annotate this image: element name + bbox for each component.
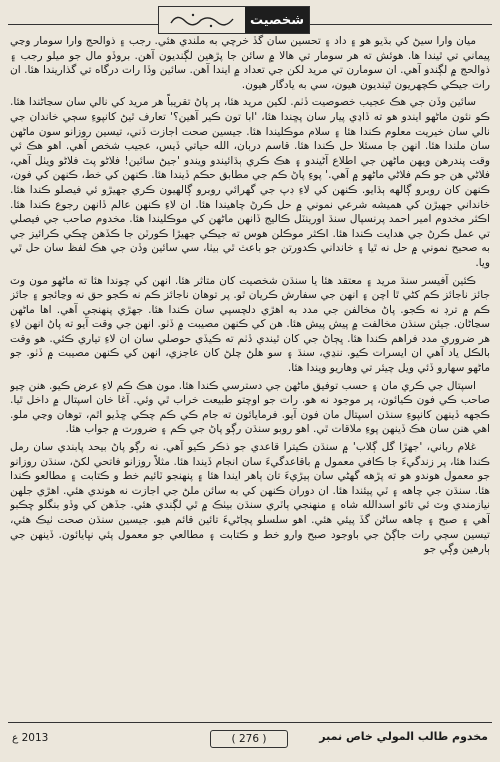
page-header — [0, 0, 500, 32]
paragraph: سائين وڏن جي هڪ عجيب خصوصيت ڏٺم. لکين مريد هئا، پر پاڻ تقريباً هر مريد کي نالي سان سڃاڻندا هئا. ڪو نئون ماڻهو ايندو هو ته ڏاڍي پيار سان پڇندا هئا، 'ابا تون ڪير آهين؟' تعارف ٿيڻ کانپوءِ سڄي خاندان جي نالي سان خيريت معلوم ڪندا هئا ۽ سلام موڪليندا هئا. جيسين صحت اجازت ڏني، تيسين روزانو سون ماڻهن سان ملندا هئا. انهن جا مسئلا حل ڪندا هئا. قاسم دربان، الله حياتي ڏيس، عجيب شخص آهي. اهو هڪ ئي وقت پندرهن ويهن ماڻهن جي اطلاع آڻيندو ۽ هڪ ڪري ٻڌائيندو ويندو 'جيڻ سائين! فلاڻو پٽ فلاڻو ويٺل آهي، فلاڻي هن جو ڪم فلاڻي ماڻهو ۾ آهي.' پوءِ پاڻ ڪم جي مطابق حڪم ڏيندا هئا. ڪنهن کي خط، ڪنهن کي فون، ڪنهن کان روبرو ڳالهه ٻڌايو. ڪنهن کي لاءِ ڊپ جي گهرائي روبرو ڳالهيون ڪري جهيڙو ئي فيصلو ڪندا هئا. خانداني جهيڙن کي هميشه شرعي نموني ۾ حل ڪرڻ چاهيندا هئا. ان لاءِ ڪنهن عالم ڏانهن رجوع ڪندا هئا. اڪثر مخدوم امير احمد پرنسپال سنڌ اورينٽل ڪاليج ڏانهن ماڻهن کي موڪليندا هئا. مخدوم صاحب جي فيصلي تي عمل ڪرڻ جي هدايت ڪندا هئا. اڪثر موڪلن هوس ته جيڪي جهيڙا ڪورٽن جا ڪڏهن ڇڪي ڪرائيز جي به صحيح نموني ۾ حل نه ٿيا ۽ خانداني ڪدورتن جو باعث ٿي بيٺا، سي سائين وڏن جي هڪ لفظ سان حل ٿي ويا. — [10, 96, 490, 269]
paragraph: اسپتال جي ڪري مان ۽ حسب توفيق ماڻهن جي دسترسي ڪندا هئا. مون هڪ ڪم لاءِ عرض ڪيو. هنن چيو صاحب ڪي فون ڪيائون، پر موجود نه هو. رات جو اوچتو طبيعت خراب ٿي وئي. آغا خان اسپتال ۾ داخل ٿيا. ڪجهه ڏينهن کانپوءِ سنڌن اسپتال مان فون آيو. فرمايائون ته جام ڪي ڪم چڪي ڇڏيو اٿم، توهان وڃي ملو. اهي هنن سان هڪ ڏينهن پوءِ ملاقات ٿي. اهو روبو سنڌن رڳو پاڻ جي ڪم ۽ ضرورت ۾ جواب هئا. — [10, 379, 490, 436]
paragraph: غلام رباني، 'جهڙا گل ڳلاب' ۾ سنڌن ڪيترا قاعدي جو ذڪر ڪيو آهي. نه رڳو پاڻ بيحد پابندي سان رمل ڪندا هئا، پر زندگيءَ جا ڪافي معمول ۾ باقاعدگيءَ سان انجام ڏيندا هئا. مثلاً روزانو فاتحي لکڻ، سنڌن روزانو جو معمول هوندو هو ته پڙهه گهڻي سان ٻيڙيءَ تان ٻاهر ايندا هئا ۽ پنهنجو ٽائيم خط و ڪتابت ۽ مطالعو ڪندا هئا. سنڌن جي چاهه ۽ ٽي پيئندا هئا. ان دوران ڪنهن کي به سائن ملڻ جي اجازت نه هوندي هئي. اهڙي جلهن نيازمندي وٽ ئي تائو اسدالله شاه ۽ منهنجي ٻاٽري سنڌن بيٺڪ ۾ ٿي لڳندي هئي. جڏهن کي وڏو بنگلو ڇڪبو آهي ۽ صبح ۽ چاهه ساڻن گڏ پيئي هئي. اهو سلسلو پڄاڻيءَ تائين قائم هيو. جيسين سنڌن صحت ٺيڪ هئي، تيسين سڄي رات جاڳڻ جي باوجود صبح وارو خط و ڪتابت ۽ مطالعي جو معمول پئي نڀايائون. ڏينهن جي ٻارهين وڳي جو — [10, 441, 490, 556]
paragraph: ڪئين آفيسر سنڌ مريد ۽ معتقد هئا يا سنڌن شخصيت کان متاثر هئا. انهن کي چوندا هئا ته ماڻهو مون وٽ جائز ناجائز ڪم کڻي ٿا اچن ۽ انهن جي سفارش ڪريان ٿو. پر توهان ناجائز ڪم نه ڪجو حق نه وڃائجو ۽ جائز ڪم ۾ ترڊ نه ڪجو. پاڻ مخالفن جي مدد به اهڙي دلچسپي سان ڪندا هئا. جهڙي پنهنجي آهي. اها ماڻهن سڃاڻان. جيئن سنڌن مخالفت ۾ پيش پيش هئا. هن کي ڪنهن مصيبت ۾ ڏٺو. انهن جي وقت آيو ته پاڻ انهن لاءِ هر ضروري مدد فراهم ڪندا هئا. ڀڄاڻ جي کان ٿيندي ڏٺم ته ڪيڏي حوصلي سان ان لاءِ تياري ڪئي. هو وقت بالڪل ياد آهي ان ايسرات ڪيو. ننڍي، سنڌ ۽ سو هلڻ چلڻ کان عاجزي، انهن کي ڪنهن مصيبت ۾ ڏٺو. جو ماڻهو سهارو ڏئي ويل چيئر تي وهاريو ويندا هئا. — [10, 274, 490, 375]
paragraph: ميان وارا سيڻ کي بڌيو هو ۽ داد ۽ تحسين سان گڏ خرچي به ملندي هئي. رجب ۽ ذوالحج وارا سومار وڃي پيماني تي ٿيندا ها. هوئش ته هر سومار تي هالا ۾ سائن جا پڙهين لڳنديون آهن. بروڏو مال جو ميلو رجب ۽ ذوالحج ۾ لڳندو آهي. ان سومارن تي مريد لکن جي تعداد ۾ ايندا آهن. سائين وڏا رات درگاه تي گذاريندا هئا. ان رات جيڪي ڪچهريون ٿينديون هيون، سي به يادگار هيون. — [10, 35, 490, 91]
calligraphy-ornament — [159, 7, 245, 33]
page-number: ( 276 ) — [210, 730, 288, 748]
footer-rule — [8, 722, 492, 723]
article-body — [10, 34, 490, 718]
section-title: شخصيت — [245, 7, 309, 33]
publication-year: 2013 ع — [12, 732, 49, 744]
section-heading-box — [158, 6, 310, 34]
magazine-title: مخدوم طالب المولي خاص نمبر — [319, 730, 488, 743]
page-footer — [0, 718, 500, 762]
